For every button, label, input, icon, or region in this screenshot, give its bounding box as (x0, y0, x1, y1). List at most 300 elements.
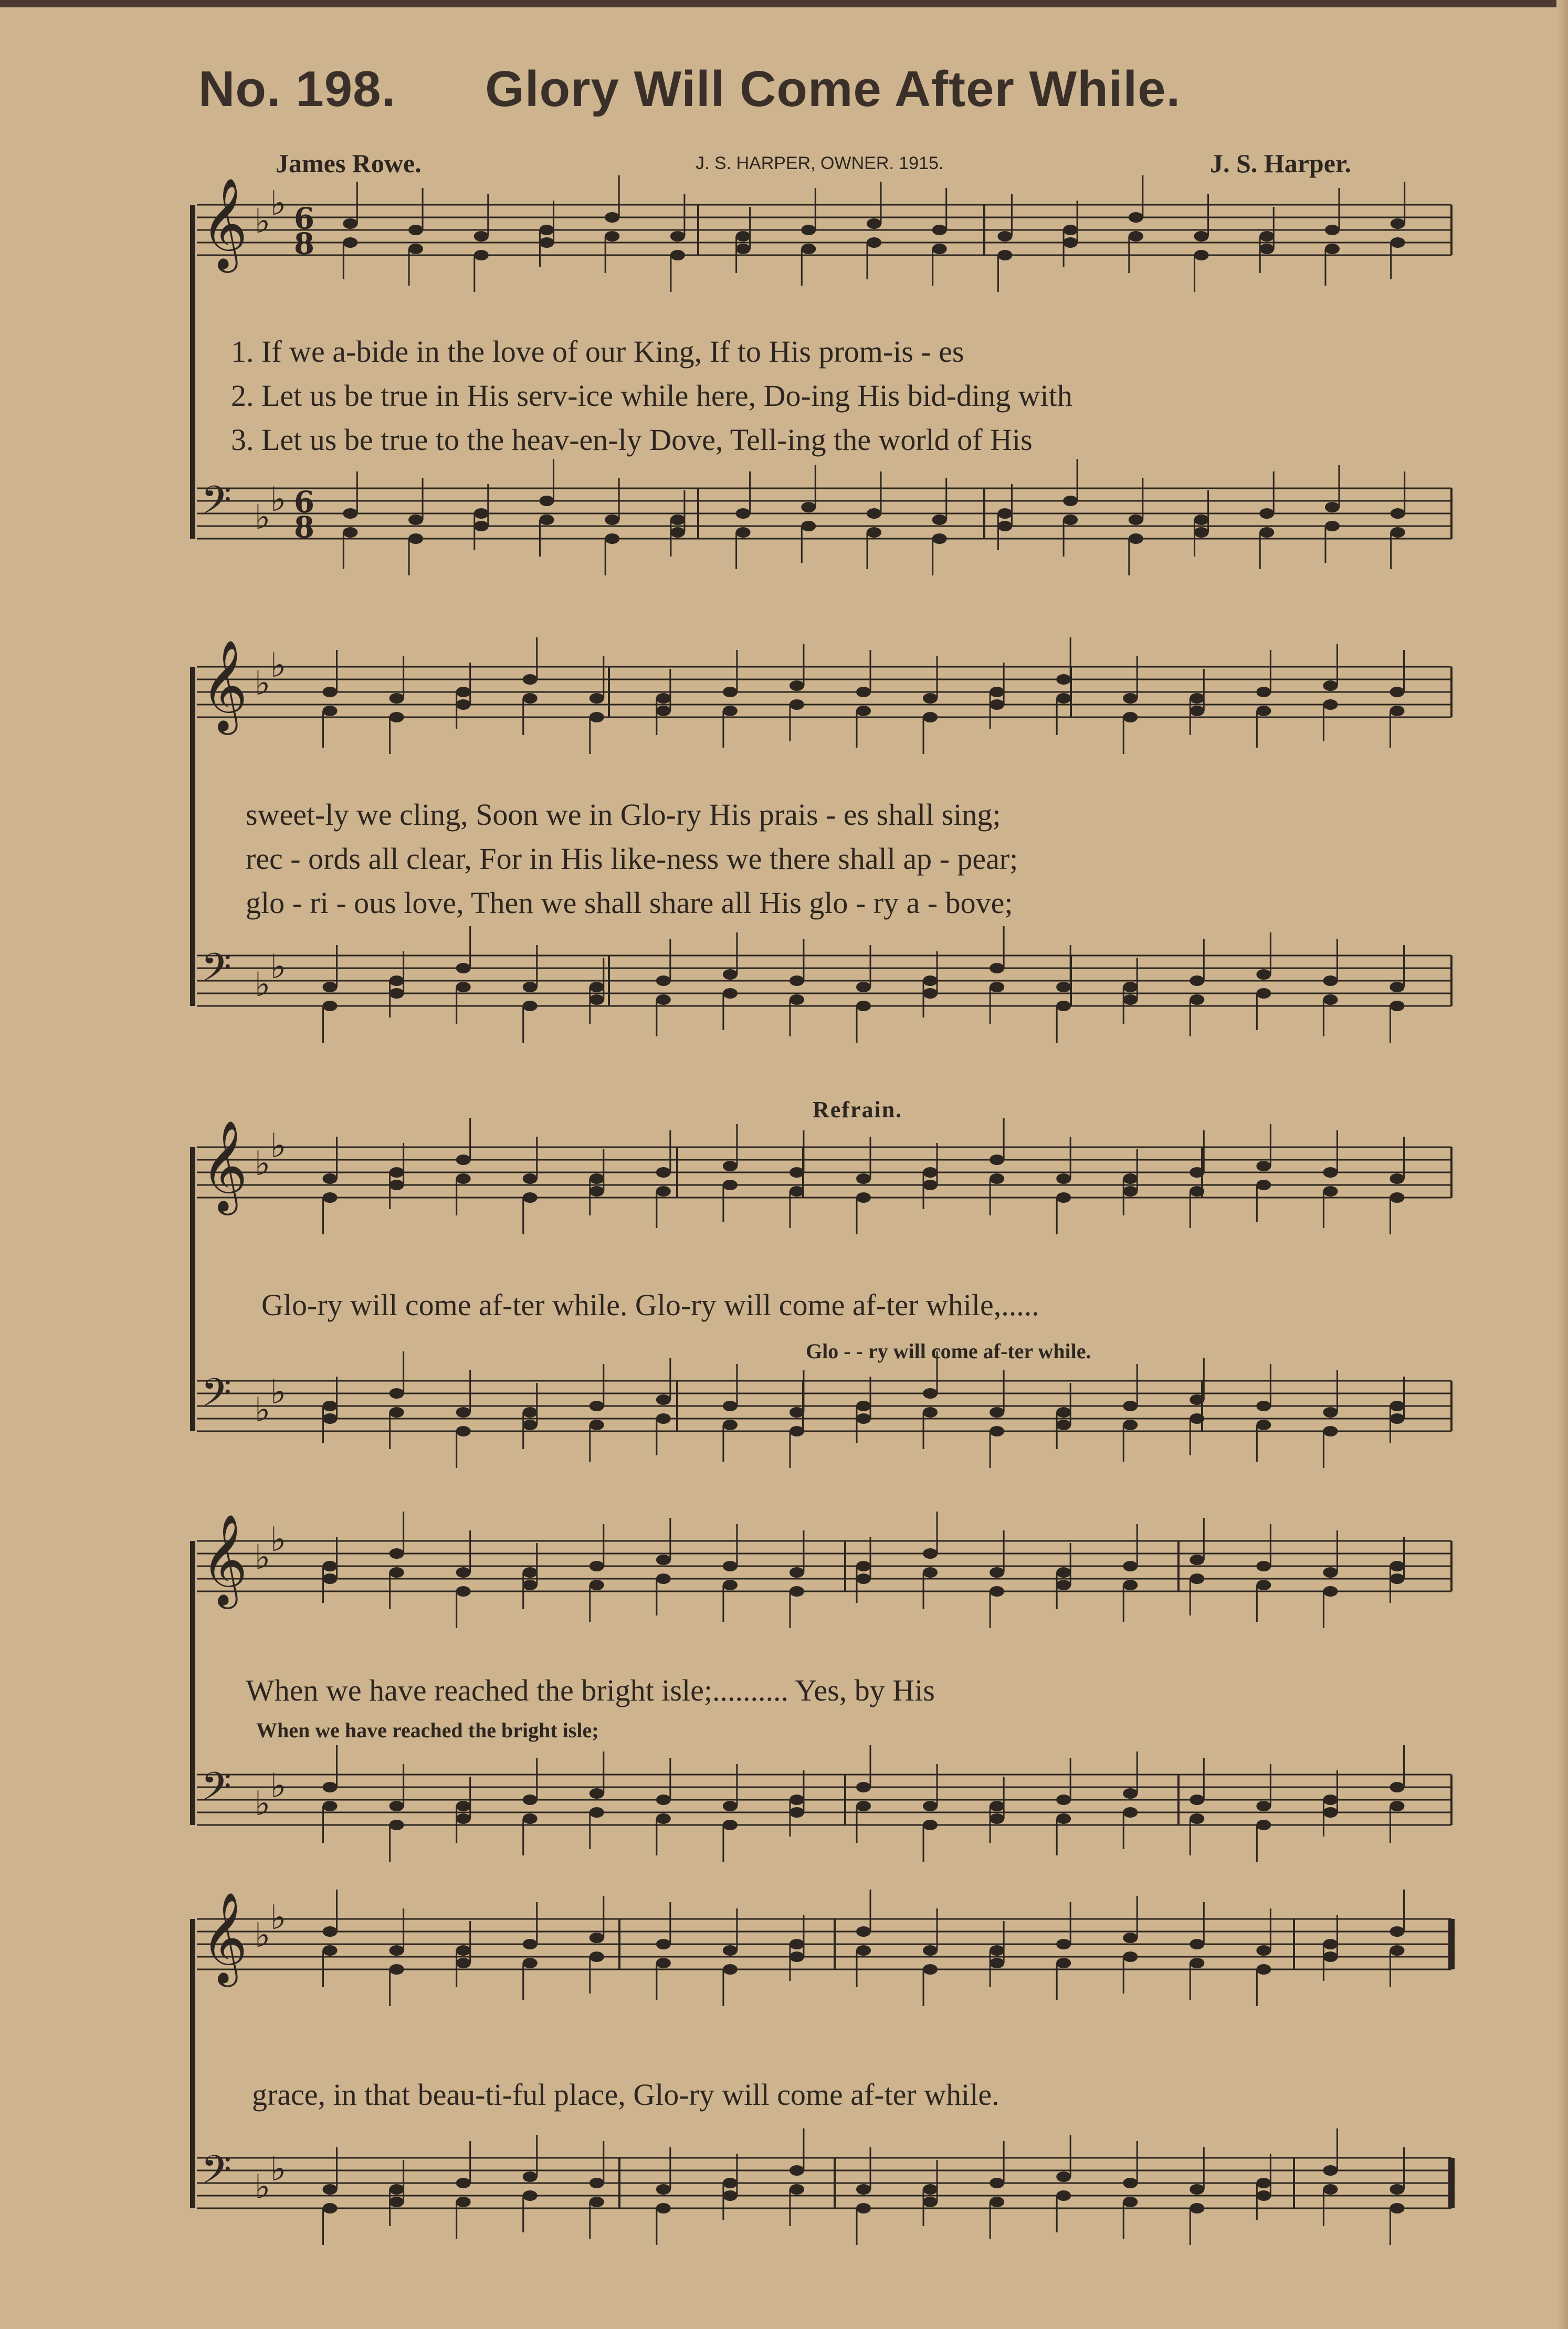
flat-sign: ♭ (255, 1784, 271, 1823)
note-head (656, 975, 671, 986)
note-head (856, 982, 871, 992)
note-head (990, 1155, 1004, 1165)
note-head (408, 225, 423, 235)
note-head (923, 1567, 938, 1578)
note-head (323, 687, 338, 697)
note-head (1390, 1945, 1404, 1956)
note-head (523, 1958, 538, 1968)
note-head (923, 2197, 938, 2207)
note-head (474, 250, 489, 260)
note-head (590, 1561, 604, 1571)
note-head (723, 1180, 738, 1190)
note-head (1390, 2203, 1404, 2213)
note-head (456, 2197, 471, 2207)
note-head (323, 1413, 338, 1424)
note-head (867, 237, 881, 248)
note-head (1056, 2190, 1071, 2201)
note-head (723, 1420, 738, 1430)
hymn-number: No. 198. (198, 61, 396, 117)
composer-credit: J. S. Harper. (1210, 149, 1351, 178)
note-head (856, 2184, 871, 2195)
note-head (590, 982, 604, 992)
note-head (523, 693, 538, 704)
note-head (1190, 1186, 1204, 1197)
flat-sign: ♭ (255, 1916, 271, 1955)
note-head (323, 1173, 338, 1184)
note-head (990, 2178, 1004, 2188)
note-head (1190, 2203, 1204, 2213)
note-head (1256, 2190, 1271, 2201)
note-head (323, 1001, 338, 1011)
bass-clef: 𝄢 (201, 945, 231, 1000)
note-head (390, 1801, 404, 1811)
note-head (343, 508, 357, 519)
note-head (1129, 515, 1143, 525)
note-head (801, 502, 816, 512)
note-head (1123, 712, 1138, 722)
note-head (590, 994, 604, 1005)
note-head (790, 1186, 804, 1197)
note-head (923, 1945, 938, 1956)
note-head (990, 982, 1004, 992)
note-head (790, 1952, 804, 1962)
note-head (456, 1958, 471, 1968)
note-head (1123, 1952, 1138, 1962)
note-head (1056, 674, 1071, 685)
note-head (1323, 1939, 1338, 1949)
note-head (1190, 1813, 1204, 1824)
note-head (1063, 496, 1078, 506)
note-head (523, 1580, 538, 1590)
flat-sign: ♭ (270, 1127, 287, 1166)
note-head (1323, 699, 1338, 710)
flat-sign: ♭ (255, 2167, 271, 2207)
note-head (1190, 1573, 1204, 1584)
note-head (1056, 1567, 1071, 1578)
note-head (1194, 250, 1209, 260)
flat-sign: ♭ (255, 498, 271, 537)
note-head (736, 508, 751, 519)
note-head (390, 988, 404, 999)
note-head (1256, 687, 1271, 697)
note-head (1256, 1964, 1271, 1975)
note-head (1390, 2184, 1404, 2195)
note-head (1123, 2197, 1138, 2207)
note-head (723, 2178, 738, 2188)
note-head (1323, 2184, 1338, 2195)
flat-sign: ♭ (255, 1144, 271, 1183)
note-head (390, 712, 404, 722)
note-head (670, 515, 685, 525)
note-head (723, 988, 738, 999)
flat-sign: ♭ (255, 1538, 271, 1577)
note-head (656, 1413, 671, 1424)
note-head (1390, 1173, 1404, 1184)
note-head (1256, 1401, 1271, 1411)
note-head (474, 521, 489, 531)
note-head (390, 975, 404, 986)
note-head (856, 1173, 871, 1184)
note-head (923, 712, 938, 722)
note-head (1323, 994, 1338, 1005)
note-head (456, 1945, 471, 1956)
note-head (656, 2184, 671, 2195)
note-head (1190, 1394, 1204, 1405)
note-head (605, 212, 619, 223)
note-head (1123, 1807, 1138, 1818)
note-head (390, 2184, 404, 2195)
note-head (1256, 1180, 1271, 1190)
note-head (1190, 706, 1204, 716)
note-head (867, 527, 881, 538)
note-head (390, 693, 404, 704)
note-head (1390, 1561, 1404, 1571)
note-head (390, 2197, 404, 2207)
note-head (1390, 1192, 1404, 1203)
bass-clef: 𝄢 (201, 2147, 231, 2202)
flat-sign: ♭ (270, 1373, 287, 1412)
note-head (1323, 975, 1338, 986)
note-head (539, 237, 554, 248)
note-head (1390, 1801, 1404, 1811)
note-head (1190, 994, 1204, 1005)
note-head (390, 1180, 404, 1190)
note-head (523, 674, 538, 685)
note-head (456, 1155, 471, 1165)
note-head (932, 533, 947, 544)
note-head (723, 687, 738, 697)
note-head (590, 1807, 604, 1818)
note-head (1323, 1186, 1338, 1197)
note-head (523, 982, 538, 992)
note-head (474, 231, 489, 242)
verse1-line-system2: sweet-ly we cling, Soon we in Glo-ry His prais - es shall sing; (246, 798, 1001, 832)
note-head (856, 1413, 871, 1424)
note-head (1194, 527, 1209, 538)
note-head (1390, 982, 1404, 992)
treble-clef: 𝄞 (201, 177, 248, 269)
treble-clef: 𝄞 (201, 1120, 248, 1212)
note-head (408, 515, 423, 525)
note-head (343, 218, 357, 229)
flat-sign: ♭ (255, 664, 271, 703)
note-head (523, 1795, 538, 1805)
note-head (656, 1186, 671, 1197)
note-head (790, 2165, 804, 2176)
note-head (523, 1939, 538, 1949)
note-head (1063, 515, 1078, 525)
note-head (1063, 237, 1078, 248)
note-head (1323, 1407, 1338, 1418)
note-head (590, 693, 604, 704)
note-head (456, 1813, 471, 1824)
note-head (923, 1964, 938, 1975)
note-head (923, 1180, 938, 1190)
note-head (390, 1820, 404, 1830)
note-head (990, 1958, 1004, 1968)
note-head (1190, 1939, 1204, 1949)
hymn-title: Glory Will Come After While. (485, 61, 1181, 117)
flat-sign: ♭ (270, 1520, 287, 1560)
note-head (1256, 1161, 1271, 1171)
flat-sign: ♭ (270, 948, 287, 987)
note-head (723, 706, 738, 716)
note-head (790, 680, 804, 691)
note-head (523, 1813, 538, 1824)
note-head (1123, 1561, 1138, 1571)
note-head (790, 699, 804, 710)
note-head (1391, 527, 1405, 538)
note-head (656, 1573, 671, 1584)
note-head (323, 1573, 338, 1584)
note-head (923, 1407, 938, 1418)
note-head (1256, 1945, 1271, 1956)
note-head (1190, 2184, 1204, 2195)
note-head (1056, 1939, 1071, 1949)
note-head (723, 1161, 738, 1171)
note-head (856, 1401, 871, 1411)
note-head (523, 1420, 538, 1430)
note-head (1256, 1580, 1271, 1590)
verse2-line-system2: rec - ords all clear, For in His like-ness we there shall ap - pear; (246, 842, 1018, 876)
note-head (590, 1173, 604, 1184)
note-head (990, 1426, 1004, 1436)
note-head (1190, 1555, 1204, 1565)
note-head (1056, 1420, 1071, 1430)
note-head (390, 1567, 404, 1578)
note-head (408, 244, 423, 254)
note-head (1390, 1782, 1404, 1792)
note-head (390, 1388, 404, 1399)
refrain-label: Refrain. (813, 1097, 903, 1122)
note-head (790, 1426, 804, 1436)
note-head (1056, 693, 1071, 704)
note-head (1123, 1186, 1138, 1197)
note-head (523, 1173, 538, 1184)
note-head (856, 2203, 871, 2213)
note-head (723, 969, 738, 980)
note-head (605, 533, 619, 544)
note-head (1123, 1580, 1138, 1590)
note-head (856, 1561, 871, 1571)
note-head (1056, 982, 1071, 992)
note-head (990, 1813, 1004, 1824)
note-head (856, 706, 871, 716)
note-head (670, 527, 685, 538)
note-head (523, 1567, 538, 1578)
note-head (1056, 1813, 1071, 1824)
note-head (1325, 521, 1340, 531)
note-head (456, 1173, 471, 1184)
note-head (990, 1945, 1004, 1956)
note-head (1056, 1001, 1071, 1011)
note-head (456, 1801, 471, 1811)
note-head (1123, 1788, 1138, 1799)
note-head (323, 1945, 338, 1956)
note-head (1323, 1586, 1338, 1597)
note-head (1259, 231, 1274, 242)
note-head (1256, 2178, 1271, 2188)
note-head (590, 1788, 604, 1799)
flat-sign: ♭ (270, 184, 287, 224)
flat-sign: ♭ (255, 965, 271, 1004)
treble-clef: 𝄞 (201, 1892, 248, 1984)
note-head (343, 527, 357, 538)
note-head (932, 515, 947, 525)
note-head (997, 508, 1012, 519)
time-signature-bottom: 8 (294, 226, 314, 261)
note-head (656, 994, 671, 1005)
note-head (656, 1555, 671, 1565)
note-head (736, 527, 751, 538)
note-head (1056, 1173, 1071, 1184)
note-head (1056, 1958, 1071, 1968)
note-head (590, 1186, 604, 1197)
note-head (656, 2203, 671, 2213)
note-head (656, 1958, 671, 1968)
refrain-bass-line-system4: When we have reached the bright isle; (256, 1718, 599, 1742)
note-head (523, 2190, 538, 2201)
note-head (590, 1580, 604, 1590)
note-head (1123, 1933, 1138, 1943)
note-head (456, 963, 471, 973)
flat-sign: ♭ (270, 1767, 287, 1806)
flat-sign: ♭ (270, 1898, 287, 1938)
note-head (1391, 508, 1405, 519)
note-head (990, 1173, 1004, 1184)
note-head (1129, 212, 1143, 223)
note-head (990, 1407, 1004, 1418)
note-head (856, 1001, 871, 1011)
note-head (539, 496, 554, 506)
treble-clef: 𝄞 (201, 1514, 248, 1606)
note-head (932, 225, 947, 235)
note-head (723, 1945, 738, 1956)
note-head (990, 699, 1004, 710)
note-head (856, 1945, 871, 1956)
verse3-line-system1: 3. Let us be true to the heav-en-ly Dove, Tell-ing the world of His (231, 423, 1033, 457)
note-head (790, 975, 804, 986)
note-head (867, 508, 881, 519)
note-head (1323, 1426, 1338, 1436)
copyright-notice: J. S. HARPER, OWNER. 1915. (696, 153, 944, 173)
note-head (590, 1952, 604, 1962)
note-head (1390, 1001, 1404, 1011)
note-head (723, 1401, 738, 1411)
bass-clef: 𝄢 (201, 1370, 231, 1425)
note-head (605, 231, 619, 242)
note-head (1190, 1413, 1204, 1424)
note-head (1123, 2178, 1138, 2188)
note-head (790, 1807, 804, 1818)
flat-sign: ♭ (255, 1390, 271, 1430)
note-head (856, 1192, 871, 1203)
note-head (656, 693, 671, 704)
note-head (1323, 680, 1338, 691)
refrain-line-system3: Glo-ry will come af-ter while. Glo-ry will come af-ter while,..... (261, 1288, 1039, 1322)
note-head (856, 1926, 871, 1937)
note-head (1256, 988, 1271, 999)
note-head (1190, 1167, 1204, 1178)
note-head (539, 225, 554, 235)
note-head (1390, 1926, 1404, 1937)
note-head (790, 1586, 804, 1597)
note-head (1190, 975, 1204, 986)
note-head (1056, 1795, 1071, 1805)
note-head (323, 1801, 338, 1811)
note-head (1129, 231, 1143, 242)
note-head (390, 1167, 404, 1178)
note-head (923, 1388, 938, 1399)
note-head (801, 244, 816, 254)
refrain-line-system5: grace, in that beau-ti-ful place, Glo-ry will come af-ter while. (252, 2078, 999, 2112)
note-head (923, 1548, 938, 1559)
note-head (456, 699, 471, 710)
note-head (456, 1567, 471, 1578)
note-head (590, 1401, 604, 1411)
note-head (723, 1820, 738, 1830)
note-head (723, 1580, 738, 1590)
time-signature-bottom: 8 (294, 510, 314, 545)
note-head (790, 1939, 804, 1949)
note-head (1390, 706, 1404, 716)
note-head (990, 1801, 1004, 1811)
note-head (1323, 1567, 1338, 1578)
bass-clef: 𝄢 (201, 1764, 231, 1819)
note-head (1190, 1958, 1204, 1968)
note-head (1123, 693, 1138, 704)
verse3-line-system2: glo - ri - ous love, Then we shall share all His glo - ry a - bove; (246, 886, 1013, 920)
note-head (1323, 1795, 1338, 1805)
note-head (867, 218, 881, 229)
note-head (323, 982, 338, 992)
note-head (1390, 1401, 1404, 1411)
note-head (590, 2197, 604, 2207)
note-head (656, 1394, 671, 1405)
note-head (323, 2203, 338, 2213)
note-head (1056, 1580, 1071, 1590)
note-head (923, 1820, 938, 1830)
note-head (923, 1167, 938, 1178)
note-head (723, 1964, 738, 1975)
note-head (997, 250, 1012, 260)
note-head (997, 521, 1012, 531)
note-head (323, 1192, 338, 1203)
flat-sign: ♭ (270, 480, 287, 520)
note-head (456, 1426, 471, 1436)
note-head (1123, 982, 1138, 992)
note-head (390, 1945, 404, 1956)
note-head (590, 1420, 604, 1430)
note-head (656, 1939, 671, 1949)
note-head (523, 1192, 538, 1203)
note-head (523, 1001, 538, 1011)
note-head (790, 1407, 804, 1418)
note-head (923, 2184, 938, 2195)
note-head (670, 250, 685, 260)
note-head (790, 2184, 804, 2195)
note-head (790, 1795, 804, 1805)
note-head (390, 1964, 404, 1975)
note-head (456, 2178, 471, 2188)
note-head (923, 975, 938, 986)
note-head (539, 515, 554, 525)
flat-sign: ♭ (270, 2150, 287, 2189)
note-head (801, 521, 816, 531)
note-head (1056, 1192, 1071, 1203)
note-head (1256, 1820, 1271, 1830)
note-head (1390, 687, 1404, 697)
